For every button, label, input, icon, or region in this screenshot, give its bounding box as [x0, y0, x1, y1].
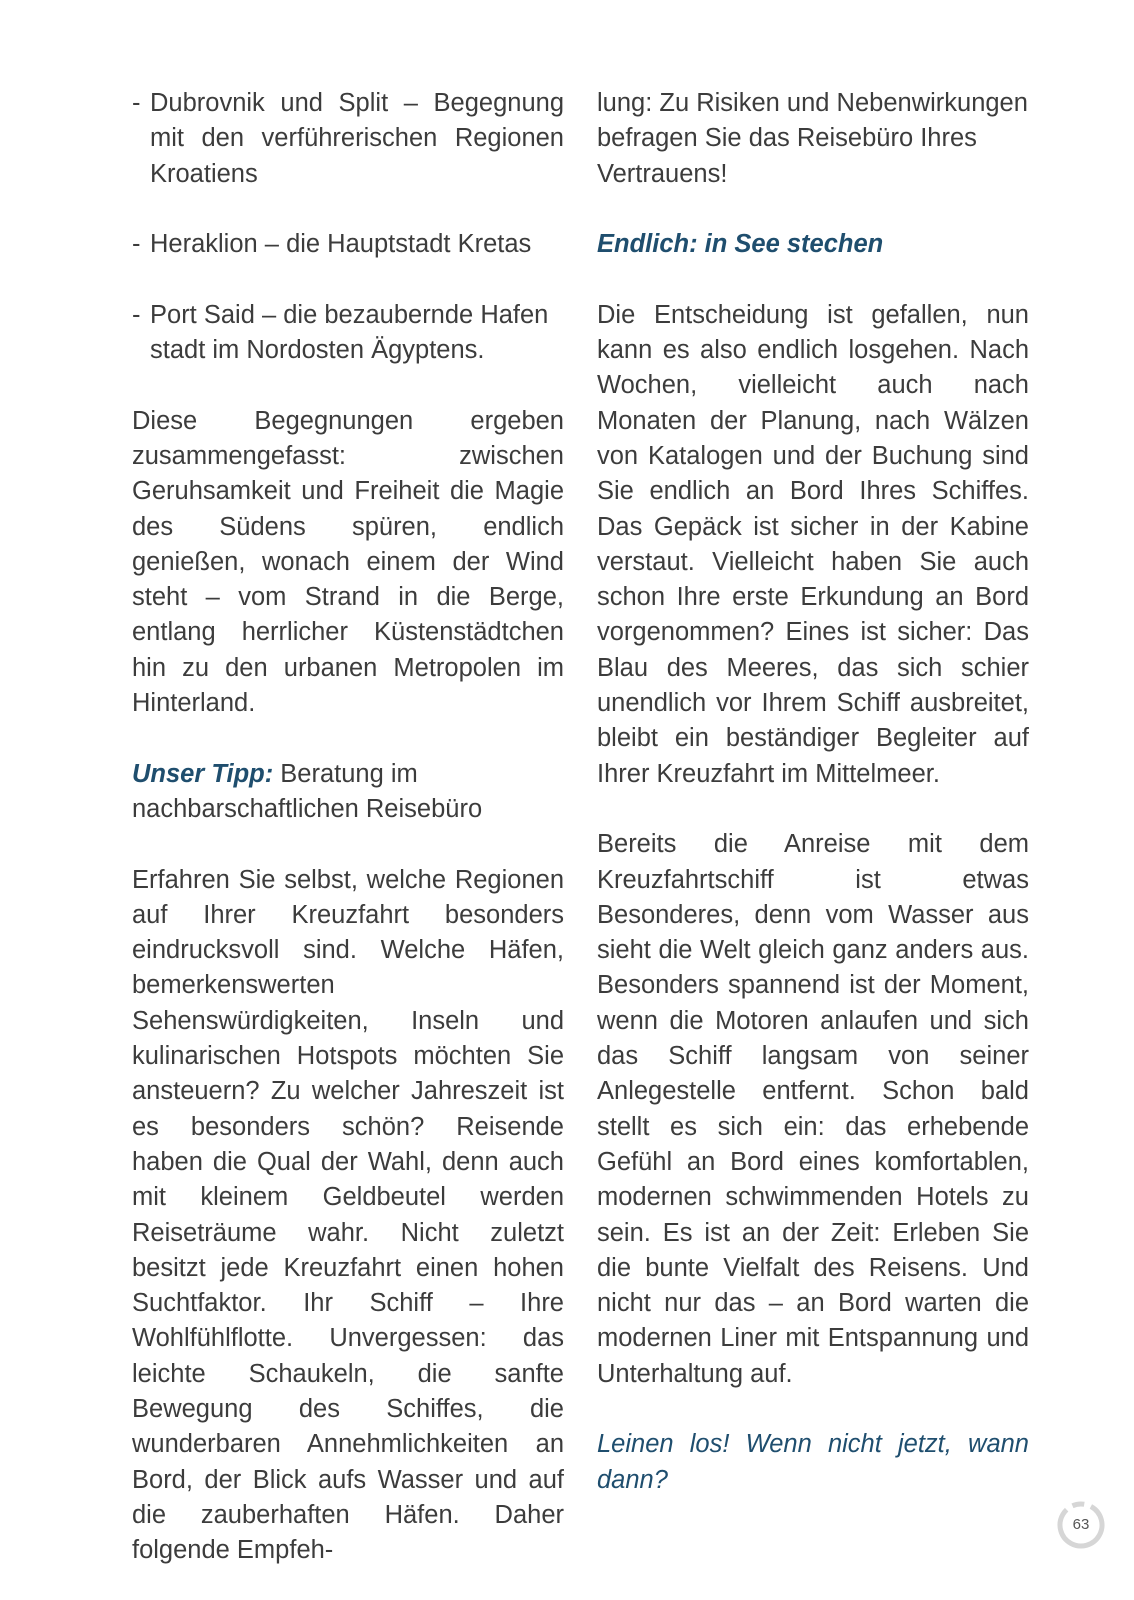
body-paragraph: Diese Begegnungen ergeben zusammengefasst: zwischen Geruhsamkeit und Freiheit die Magie des Südens spüren, endlich genießen, wonach einem der Wind steht – vom Strand in die Berge, entlang herrlicher Küstenstädtchen hin zu den urbanen Metropolen im Hinterland. [132, 406, 564, 718]
page-number: 63 [1072, 1516, 1090, 1533]
bullet-text: Dubrovnik und Split – Begegnung mit den verführerischen Regionen Kroatiens [150, 89, 564, 188]
bullet-dash: - [132, 230, 141, 259]
section-heading: Endlich: in See stechen [597, 230, 884, 259]
bullet-text: Port Said – die bezaubernde Hafen stadt im Nordosten Ägyptens. [150, 300, 549, 365]
bullet-text: Heraklion – die Hauptstadt Kretas [150, 230, 532, 259]
tip-label: Unser Tipp: [132, 759, 274, 788]
bullet-dash: - [132, 89, 141, 117]
page-number-badge [1056, 1500, 1106, 1550]
continuation-paragraph: lung: Zu Risiken und Nebenwirkungen befragen Sie das Reisebüro Ihres Vertrauens! [597, 89, 1028, 188]
tip-text: Beratung im nachbarschaftlichen Reisebüro [132, 759, 483, 823]
bullet-item [132, 298, 564, 369]
bullet-dash: - [132, 300, 141, 329]
body-paragraph: Die Entscheidung ist gefallen, nun kann es also endlich losgehen. Nach Wochen, vielleicht auch nach Monaten der Planung, nach Wälzen von Katalogen und der Buchung sind Sie endlich an Bord Ihres Schiffes. Das Gepäck ist sicher in der Kabine verstaut. Vielleicht haben Sie auch schon Ihre erste Erkundung an Bord vorgenommen? Eines ist sicher: Das Blau des Meeres, das sich schier unendlich vor Ihrem Schiff ausbreitet, bleibt ein beständiger Begleiter auf Ihrer Kreuzfahrt im Mittelmeer. [597, 300, 1029, 788]
right-column [597, 86, 1029, 1498]
left-column [132, 86, 564, 1568]
bullet-item [132, 86, 564, 192]
body-paragraph: Bereits die Anreise mit dem Kreuzfahrtschiff ist etwas Besonderes, denn vom Wasser aus sieht die Welt gleich ganz anders aus. Besonders spannend ist der Moment, wenn die Motoren anlaufen und sich das Schiff langsam von seiner Anlegestelle entfernt. Schon bald stellt es sich ein: das erhebende Gefühl an Bord eines komfortablen, modernen schwimmenden Hotels zu sein. Es ist an der Zeit: Erleben Sie die bunte Vielfalt des Reisens. Und nicht nur das – an Bord warten die modernen Liner mit Entspannung und Unterhaltung auf. [597, 830, 1029, 1388]
bullet-item [132, 227, 564, 262]
tip-paragraph [132, 757, 564, 828]
body-paragraph: Erfahren Sie selbst, welche Regionen auf Ihrer Kreuzfahrt besonders eindrucksvoll sind. Welche Häfen, bemerkenswerten Sehenswürdigkeiten, Inseln und kulinarischen Hotspots möchten Sie ansteuern? Zu welcher Jahreszeit ist es besonders schön? Reisende haben die Qual der Wahl, denn auch mit kleinem Geldbeutel werden Reiseträume wahr. Nicht zuletzt besitzt jede Kreuzfahrt einen hohen Suchtfaktor. Ihr Schiff – Ihre Wohlfühlflotte. Unvergessen: das leichte Schaukeln, die sanfte Bewegung des Schiffes, die wunderbaren Annehmlichkeiten an Bord, der Blick aufs Wasser und auf die zauberhaften Häfen. Daher folgende Empfeh- [132, 865, 564, 1565]
closing-paragraph: Leinen los! Wenn nicht jetzt, wann dann? [597, 1430, 1029, 1494]
